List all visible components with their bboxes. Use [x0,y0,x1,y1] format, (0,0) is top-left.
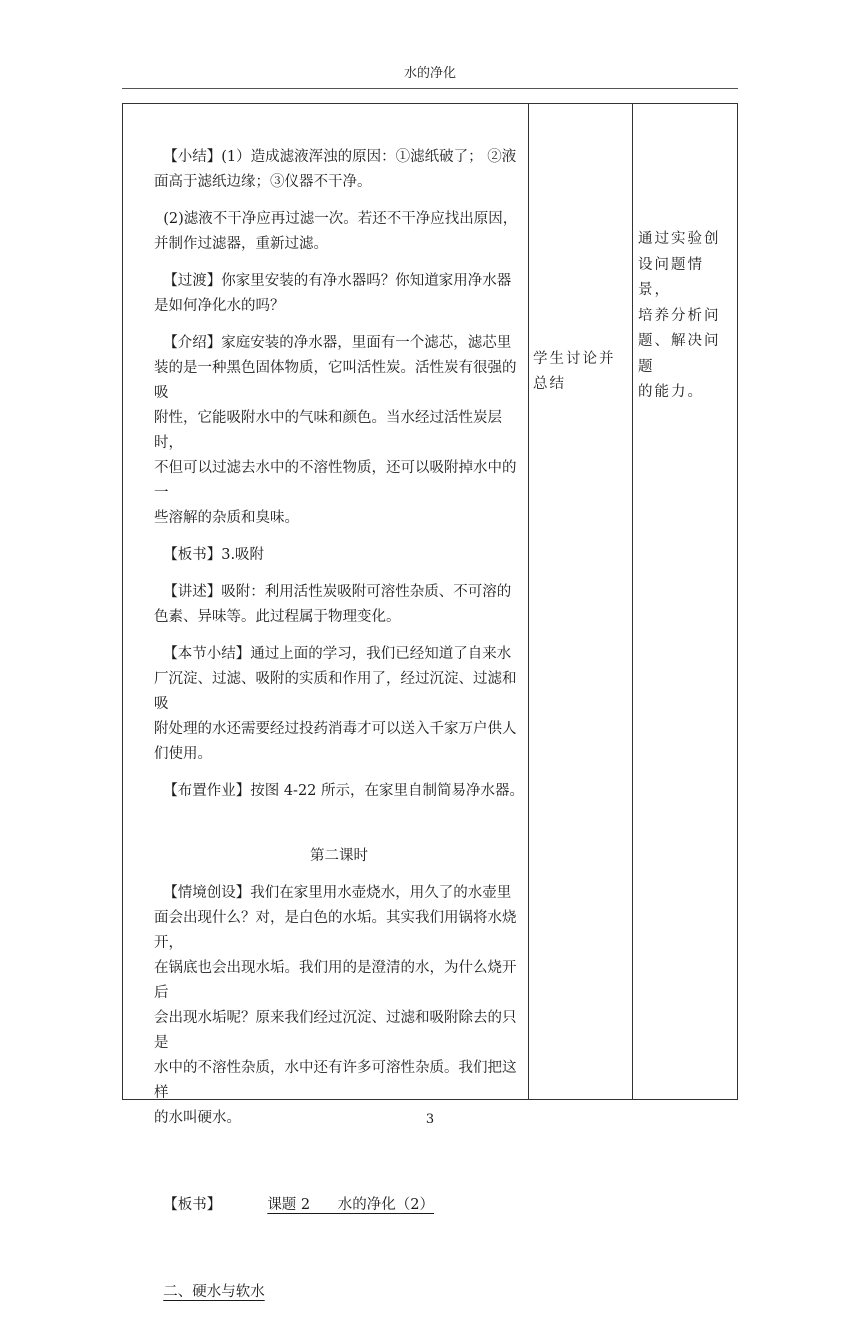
scenario-line2: 面会出现什么？对，是白色的水垢。其实我们用锅将水烧开， [154,910,517,951]
lesson2-title: 第二课时 [310,848,368,864]
teacher-activity-column [154,145,524,1317]
design-intent-column [638,227,730,406]
board2-label: 【板书】 [163,1197,222,1213]
student-activity-column [533,347,623,397]
page-header-title: 水的净化 [403,66,456,81]
intro-line4: 不但可以过滤去水中的不溶性物质，还可以吸附掉水中的一 [154,460,517,501]
transition-paragraph [154,269,524,319]
column-divider [528,104,529,1099]
lesson2-heading-block [154,844,524,869]
summary1-line1: 【小结】(1）造成滤液浑浊的原因：①滤纸破了； ②液 [163,149,517,165]
page-number: 3 [425,1112,435,1127]
summary2-line2: 并制作过滤器，重新过滤。 [154,236,328,252]
summary1-line2: 面高于滤纸边缘；③仪器不干净。 [154,174,372,190]
activity-line2: 总结 [533,376,566,392]
intro-line5: 些溶解的杂质和臭味。 [154,510,299,526]
board2-title: 课题 2 水的净化（2） [267,1197,435,1213]
scenario-paragraph [154,881,524,1131]
intro-line2: 装的是一种黑色固体物质，它叫活性炭。活性炭有很强的吸 [154,360,517,401]
intent-line4: 题、解决问题 [638,333,721,375]
subheading-block [154,1280,524,1305]
scenario-line4: 会出现水垢呢？原来我们经过沉淀、过滤和吸附除去的只是 [154,1010,517,1051]
board-paragraph-2 [154,1143,524,1268]
subheading-hard-soft-water: 二、硬水与软水 [163,1284,265,1300]
intro-line3: 附性，它能吸附水中的气味和颜色。当水经过活性炭层时， [154,410,502,451]
intent-line2: 设问题情景， [638,256,704,298]
section-summary-line4: 们使用。 [154,746,212,762]
section-summary-line1: 【本节小结】通过上面的学习，我们已经知道了自来水 [163,646,512,662]
summary2-line1: (2)滤液不干净应再过滤一次。若还不干净应找出原因， [163,211,518,227]
lecture-line2: 色素、异味等。此过程属于物理变化。 [154,609,401,625]
board1-text: 【板书】3.吸附 [163,547,265,563]
lecture-line1: 【讲述】吸附：利用活性炭吸附可溶性杂质、不可溶的 [163,584,512,600]
scenario-line3: 在锅底也会出现水垢。我们用的是澄清的水，为什么烧开后 [154,960,517,1001]
column-divider [632,104,633,1099]
section-summary-line3: 附处理的水还需要经过投药消毒才可以送入千家万户供人 [154,721,517,737]
transition-line1: 【过渡】你家里安装的有净水器吗？你知道家用净水器 [163,273,512,289]
intent-line3: 培养分析问 [638,307,721,324]
scenario-line5: 水中的不溶性杂质，水中还有许多可溶性杂质。我们把这样 [154,1060,517,1101]
section-summary-line2: 厂沉淀、过滤、吸附的实质和作用了，经过沉淀、过滤和吸 [154,671,517,712]
intro-paragraph [154,331,524,531]
activity-line1: 学生讨论并 [533,351,616,367]
header-divider [122,88,738,89]
transition-line2: 是如何净化水的吗？ [154,298,285,314]
board-paragraph-1 [154,543,524,568]
homework-paragraph [154,779,524,804]
summary-paragraph-1 [154,145,524,195]
summary-paragraph-2 [154,207,524,257]
scenario-line6: 的水叫硬水。 [154,1110,241,1126]
intro-line1: 【介绍】家庭安装的净水器，里面有一个滤芯，滤芯里 [163,335,512,351]
homework-text: 【布置作业】按图 4-22 所示，在家里自制简易净水器。 [163,783,525,799]
intent-line1: 通过实验创 [638,231,721,247]
intent-line5: 的能力。 [638,384,704,400]
scenario-line1: 【情境创设】我们在家里用水壶烧水，用久了的水壶里 [163,885,512,901]
lecture-paragraph [154,580,524,630]
section-summary-paragraph [154,642,524,767]
